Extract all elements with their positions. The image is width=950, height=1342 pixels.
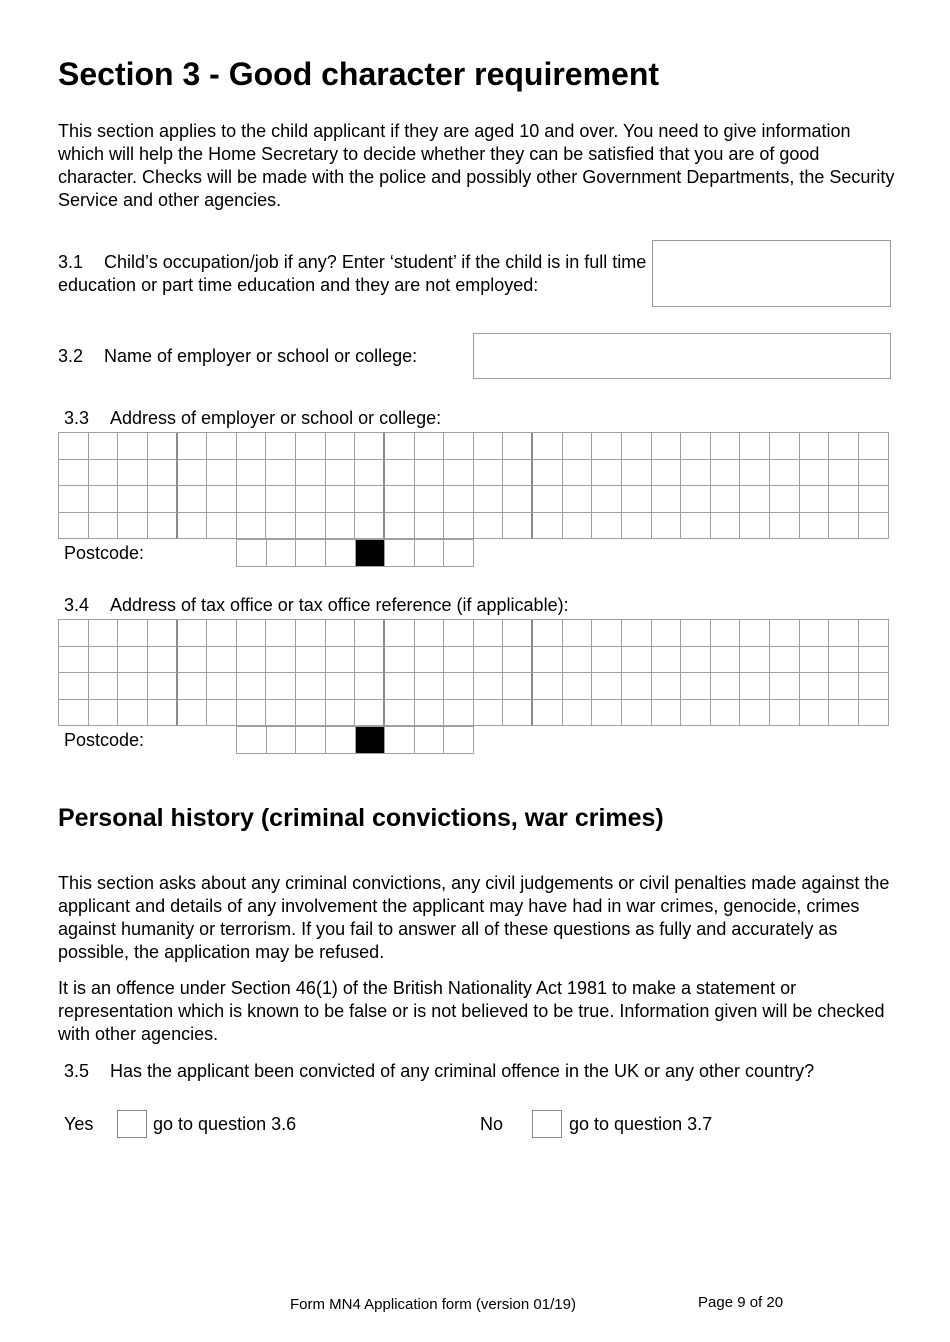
letter-box[interactable] <box>385 673 415 700</box>
question-label: Address of employer or school or college: <box>110 408 442 428</box>
section-intro: This section applies to the child applicant if they are aged 10 and over. You need to give information which will help the Home Secretary to decide whether they can be satisfied that you are of good character. Checks will be made with the police and possibly other Government Departments, the Security Service and other agencies. <box>58 121 895 210</box>
letter-box[interactable] <box>622 486 652 513</box>
letter-box[interactable] <box>711 460 741 487</box>
letter-box[interactable] <box>711 486 741 513</box>
letter-box[interactable] <box>533 647 563 674</box>
letter-box[interactable] <box>474 647 504 674</box>
letter-box[interactable] <box>59 673 89 700</box>
letter-box[interactable] <box>622 647 652 674</box>
letter-box[interactable] <box>800 513 830 540</box>
letter-box[interactable] <box>415 433 445 460</box>
history-para-2: It is an offence under Section 46(1) of the British Nationality Act 1981 to make a statement or representation which is known to be false or is not believed to be true. Information given will be checked with other agencies. <box>58 978 885 1044</box>
letter-box[interactable] <box>415 460 445 487</box>
letter-box[interactable] <box>415 620 445 647</box>
letter-box[interactable] <box>59 513 89 540</box>
letter-box[interactable] <box>652 486 682 513</box>
yes-label: Yes <box>64 1114 94 1134</box>
letter-box[interactable] <box>355 433 385 460</box>
letter-box[interactable] <box>503 486 533 513</box>
letter-box[interactable] <box>59 433 89 460</box>
question-number: 3.2 <box>58 346 84 366</box>
letter-box[interactable] <box>592 460 622 487</box>
letter-box[interactable] <box>800 460 830 487</box>
letter-box[interactable] <box>59 620 89 647</box>
letter-box[interactable] <box>296 673 326 700</box>
letter-box[interactable] <box>652 433 682 460</box>
letter-box[interactable] <box>829 673 859 700</box>
letter-box[interactable] <box>385 513 415 540</box>
letter-box[interactable] <box>681 700 711 727</box>
letter-box[interactable] <box>355 486 385 513</box>
letter-box[interactable] <box>148 620 178 647</box>
question-number: 3.4 <box>64 595 90 615</box>
letter-box[interactable] <box>59 486 89 513</box>
question-3-4 <box>64 594 569 617</box>
letter-box[interactable] <box>740 486 770 513</box>
history-para-1: This section asks about any criminal convictions, any civil judgements or civil penalties made against the applicant and details of any involvement the applicant may have had in war crimes, genocide, crimes against humanity or terrorism. If you fail to answer all of these questions as fully and accurately as possible, the application may be refused. <box>58 873 890 962</box>
letter-box[interactable] <box>89 433 119 460</box>
letter-box[interactable] <box>118 460 148 487</box>
letter-box[interactable] <box>178 513 208 540</box>
letter-box[interactable] <box>415 673 445 700</box>
letter-box[interactable] <box>237 486 267 513</box>
letter-box[interactable] <box>326 700 356 727</box>
letter-box[interactable] <box>711 620 741 647</box>
letter-box[interactable] <box>148 460 178 487</box>
postcode-box[interactable] <box>415 727 445 754</box>
letter-box[interactable] <box>800 620 830 647</box>
letter-box[interactable] <box>592 486 622 513</box>
letter-box[interactable] <box>474 513 504 540</box>
letter-box[interactable] <box>563 673 593 700</box>
letter-box[interactable] <box>89 460 119 487</box>
question-3-1 <box>58 251 648 297</box>
letter-box[interactable] <box>207 433 237 460</box>
letter-box[interactable] <box>681 486 711 513</box>
letter-box[interactable] <box>266 513 296 540</box>
letter-box[interactable] <box>740 620 770 647</box>
letter-box[interactable] <box>503 433 533 460</box>
letter-box[interactable] <box>474 673 504 700</box>
letter-box[interactable] <box>533 486 563 513</box>
letter-box[interactable] <box>326 433 356 460</box>
letter-box[interactable] <box>178 486 208 513</box>
letter-box[interactable] <box>770 433 800 460</box>
letter-box[interactable] <box>207 513 237 540</box>
letter-box[interactable] <box>474 620 504 647</box>
letter-box[interactable] <box>89 620 119 647</box>
letter-box[interactable] <box>296 433 326 460</box>
letter-box[interactable] <box>326 673 356 700</box>
letter-box[interactable] <box>237 620 267 647</box>
letter-box[interactable] <box>326 513 356 540</box>
letter-box[interactable] <box>59 647 89 674</box>
postcode-box[interactable] <box>385 727 415 754</box>
letter-box[interactable] <box>652 620 682 647</box>
letter-box[interactable] <box>563 513 593 540</box>
letter-box[interactable] <box>266 620 296 647</box>
no-checkbox[interactable] <box>532 1110 562 1138</box>
letter-box[interactable] <box>652 460 682 487</box>
letter-box[interactable] <box>681 513 711 540</box>
letter-box[interactable] <box>503 673 533 700</box>
letter-box[interactable] <box>533 433 563 460</box>
question-3-3 <box>64 407 441 430</box>
letter-box[interactable] <box>296 647 326 674</box>
letter-box[interactable] <box>266 486 296 513</box>
letter-box[interactable] <box>592 513 622 540</box>
letter-box[interactable] <box>178 700 208 727</box>
letter-box[interactable] <box>326 647 356 674</box>
letter-box[interactable] <box>118 513 148 540</box>
letter-box[interactable] <box>770 486 800 513</box>
letter-box[interactable] <box>740 460 770 487</box>
letter-box[interactable] <box>444 513 474 540</box>
postcode-box[interactable] <box>444 540 474 567</box>
letter-box[interactable] <box>770 620 800 647</box>
letter-box[interactable] <box>118 433 148 460</box>
letter-box[interactable] <box>681 647 711 674</box>
letter-box[interactable] <box>859 513 889 540</box>
letter-box[interactable] <box>652 673 682 700</box>
question-number: 3.5 <box>64 1061 90 1081</box>
postcode-separator <box>356 727 386 754</box>
letter-box[interactable] <box>533 673 563 700</box>
letter-box[interactable] <box>89 700 119 727</box>
letter-box[interactable] <box>474 433 504 460</box>
letter-box[interactable] <box>444 673 474 700</box>
letter-box[interactable] <box>563 433 593 460</box>
letter-box[interactable] <box>355 647 385 674</box>
letter-box[interactable] <box>622 513 652 540</box>
letter-box[interactable] <box>444 433 474 460</box>
letter-box[interactable] <box>385 486 415 513</box>
letter-box[interactable] <box>266 673 296 700</box>
letter-box[interactable] <box>296 620 326 647</box>
letter-box[interactable] <box>207 620 237 647</box>
letter-box[interactable] <box>178 460 208 487</box>
letter-box[interactable] <box>622 433 652 460</box>
history-title: Personal history (criminal convictions, war crimes) <box>58 804 664 832</box>
employer-postcode-input[interactable] <box>236 539 474 567</box>
letter-box[interactable] <box>711 673 741 700</box>
letter-box[interactable] <box>266 647 296 674</box>
letter-box[interactable] <box>266 433 296 460</box>
postcode-box[interactable] <box>296 540 326 567</box>
letter-box[interactable] <box>355 673 385 700</box>
letter-box[interactable] <box>800 700 830 727</box>
letter-box[interactable] <box>474 700 504 727</box>
footer-form: Form MN4 Application form (version 01/19) <box>290 1296 576 1313</box>
letter-box[interactable] <box>592 433 622 460</box>
letter-box[interactable] <box>711 700 741 727</box>
postcode-box[interactable] <box>296 727 326 754</box>
letter-box[interactable] <box>563 620 593 647</box>
postcode-label: Postcode: <box>64 543 145 563</box>
letter-box[interactable] <box>592 700 622 727</box>
letter-box[interactable] <box>237 647 267 674</box>
letter-box[interactable] <box>592 620 622 647</box>
letter-box[interactable] <box>59 700 89 727</box>
postcode-separator <box>356 540 386 567</box>
letter-box[interactable] <box>89 486 119 513</box>
letter-box[interactable] <box>385 647 415 674</box>
letter-box[interactable] <box>148 673 178 700</box>
question-label: Name of employer or school or college: <box>104 346 418 366</box>
letter-box[interactable] <box>800 433 830 460</box>
question-3-5 <box>64 1060 814 1083</box>
letter-box[interactable] <box>296 700 326 727</box>
letter-box[interactable] <box>533 460 563 487</box>
letter-box[interactable] <box>207 673 237 700</box>
letter-box[interactable] <box>652 700 682 727</box>
letter-box[interactable] <box>444 620 474 647</box>
question-number: 3.3 <box>64 408 90 428</box>
letter-box[interactable] <box>592 673 622 700</box>
letter-box[interactable] <box>770 647 800 674</box>
letter-box[interactable] <box>563 647 593 674</box>
postcode-label: Postcode: <box>64 730 145 750</box>
letter-box[interactable] <box>148 486 178 513</box>
letter-box[interactable] <box>178 620 208 647</box>
letter-box[interactable] <box>207 486 237 513</box>
letter-box[interactable] <box>503 647 533 674</box>
letter-box[interactable] <box>118 673 148 700</box>
letter-box[interactable] <box>237 460 267 487</box>
letter-box[interactable] <box>740 433 770 460</box>
postcode-box[interactable] <box>444 727 474 754</box>
letter-box[interactable] <box>474 460 504 487</box>
letter-box[interactable] <box>178 433 208 460</box>
letter-box[interactable] <box>533 700 563 727</box>
letter-box[interactable] <box>118 647 148 674</box>
postcode-box[interactable] <box>267 727 297 754</box>
letter-box[interactable] <box>385 460 415 487</box>
letter-box[interactable] <box>681 620 711 647</box>
letter-box[interactable] <box>237 700 267 727</box>
letter-box[interactable] <box>829 513 859 540</box>
letter-box[interactable] <box>622 700 652 727</box>
letter-box[interactable] <box>652 647 682 674</box>
footer-page-number: Page 9 of 20 <box>698 1294 784 1311</box>
postcode-box[interactable] <box>385 540 415 567</box>
letter-box[interactable] <box>622 620 652 647</box>
postcode-box[interactable] <box>267 540 297 567</box>
letter-box[interactable] <box>681 460 711 487</box>
letter-box[interactable] <box>89 647 119 674</box>
letter-box[interactable] <box>118 620 148 647</box>
letter-box[interactable] <box>89 513 119 540</box>
letter-box[interactable] <box>563 460 593 487</box>
letter-box[interactable] <box>770 513 800 540</box>
letter-box[interactable] <box>829 433 859 460</box>
postcode-box[interactable] <box>237 540 267 567</box>
letter-box[interactable] <box>266 460 296 487</box>
letter-box[interactable] <box>503 700 533 727</box>
question-label: Address of tax office or tax office reference (if applicable): <box>110 595 569 615</box>
letter-box[interactable] <box>800 647 830 674</box>
letter-box[interactable] <box>207 647 237 674</box>
yes-checkbox[interactable] <box>117 1110 147 1138</box>
letter-box[interactable] <box>503 620 533 647</box>
postcode-box[interactable] <box>415 540 445 567</box>
letter-box[interactable] <box>178 647 208 674</box>
letter-box[interactable] <box>207 460 237 487</box>
letter-box[interactable] <box>622 460 652 487</box>
letter-box[interactable] <box>740 700 770 727</box>
letter-box[interactable] <box>118 700 148 727</box>
letter-box[interactable] <box>770 700 800 727</box>
letter-box[interactable] <box>800 673 830 700</box>
letter-box[interactable] <box>355 513 385 540</box>
letter-box[interactable] <box>326 486 356 513</box>
letter-box[interactable] <box>296 513 326 540</box>
no-label: No <box>480 1114 504 1134</box>
letter-box[interactable] <box>415 513 445 540</box>
question-label: Has the applicant been convicted of any criminal offence in the UK or any other country? <box>110 1061 815 1081</box>
letter-box[interactable] <box>148 700 178 727</box>
letter-box[interactable] <box>237 513 267 540</box>
letter-box[interactable] <box>770 673 800 700</box>
letter-box[interactable] <box>296 486 326 513</box>
postcode-box[interactable] <box>326 540 356 567</box>
letter-box[interactable] <box>326 460 356 487</box>
letter-box[interactable] <box>385 620 415 647</box>
letter-box[interactable] <box>800 486 830 513</box>
letter-box[interactable] <box>740 673 770 700</box>
postcode-box[interactable] <box>326 727 356 754</box>
letter-box[interactable] <box>829 700 859 727</box>
letter-box[interactable] <box>385 700 415 727</box>
letter-box[interactable] <box>740 647 770 674</box>
letter-box[interactable] <box>237 673 267 700</box>
letter-box[interactable] <box>444 486 474 513</box>
letter-box[interactable] <box>829 486 859 513</box>
question-label: Child’s occupation/job if any? Enter ‘student’ if the child is in full time education or part time education and they are not employed: <box>58 252 647 295</box>
letter-box[interactable] <box>859 700 889 727</box>
letter-box[interactable] <box>681 673 711 700</box>
letter-box[interactable] <box>652 513 682 540</box>
letter-box[interactable] <box>829 647 859 674</box>
letter-box[interactable] <box>355 700 385 727</box>
letter-box[interactable] <box>533 513 563 540</box>
letter-box[interactable] <box>118 486 148 513</box>
letter-box[interactable] <box>681 433 711 460</box>
letter-box[interactable] <box>503 513 533 540</box>
letter-box[interactable] <box>207 700 237 727</box>
letter-box[interactable] <box>592 647 622 674</box>
letter-box[interactable] <box>148 433 178 460</box>
letter-box[interactable] <box>444 460 474 487</box>
letter-box[interactable] <box>237 433 267 460</box>
letter-box[interactable] <box>148 647 178 674</box>
letter-box[interactable] <box>711 513 741 540</box>
letter-box[interactable] <box>89 673 119 700</box>
letter-box[interactable] <box>385 433 415 460</box>
letter-box[interactable] <box>415 486 445 513</box>
letter-box[interactable] <box>178 673 208 700</box>
letter-box[interactable] <box>829 620 859 647</box>
employer-address-grid[interactable] <box>58 432 889 539</box>
letter-box[interactable] <box>622 673 652 700</box>
letter-box[interactable] <box>59 460 89 487</box>
question-3-2 <box>58 345 417 368</box>
letter-box[interactable] <box>563 700 593 727</box>
yes-next-label: go to question 3.6 <box>153 1114 297 1134</box>
letter-box[interactable] <box>148 513 178 540</box>
letter-box[interactable] <box>859 647 889 674</box>
letter-box[interactable] <box>859 673 889 700</box>
letter-box[interactable] <box>415 647 445 674</box>
postcode-box[interactable] <box>237 727 267 754</box>
letter-box[interactable] <box>859 460 889 487</box>
letter-box[interactable] <box>711 647 741 674</box>
tax-office-address-grid[interactable] <box>58 619 889 726</box>
letter-box[interactable] <box>296 460 326 487</box>
no-next-label: go to question 3.7 <box>569 1114 713 1134</box>
letter-box[interactable] <box>533 620 563 647</box>
letter-box[interactable] <box>415 700 445 727</box>
letter-box[interactable] <box>711 433 741 460</box>
letter-box[interactable] <box>355 460 385 487</box>
tax-office-postcode-input[interactable] <box>236 726 474 754</box>
letter-box[interactable] <box>859 433 889 460</box>
letter-box[interactable] <box>563 486 593 513</box>
letter-box[interactable] <box>740 513 770 540</box>
letter-box[interactable] <box>503 460 533 487</box>
occupation-input[interactable] <box>652 240 891 307</box>
letter-box[interactable] <box>444 700 474 727</box>
question-number: 3.1 <box>58 252 84 272</box>
letter-box[interactable] <box>859 486 889 513</box>
letter-box[interactable] <box>266 700 296 727</box>
employer-name-input[interactable] <box>473 333 891 379</box>
letter-box[interactable] <box>770 460 800 487</box>
letter-box[interactable] <box>829 460 859 487</box>
letter-box[interactable] <box>355 620 385 647</box>
letter-box[interactable] <box>326 620 356 647</box>
letter-box[interactable] <box>474 486 504 513</box>
section-title: Section 3 - Good character requirement <box>58 56 660 92</box>
letter-box[interactable] <box>444 647 474 674</box>
letter-box[interactable] <box>859 620 889 647</box>
